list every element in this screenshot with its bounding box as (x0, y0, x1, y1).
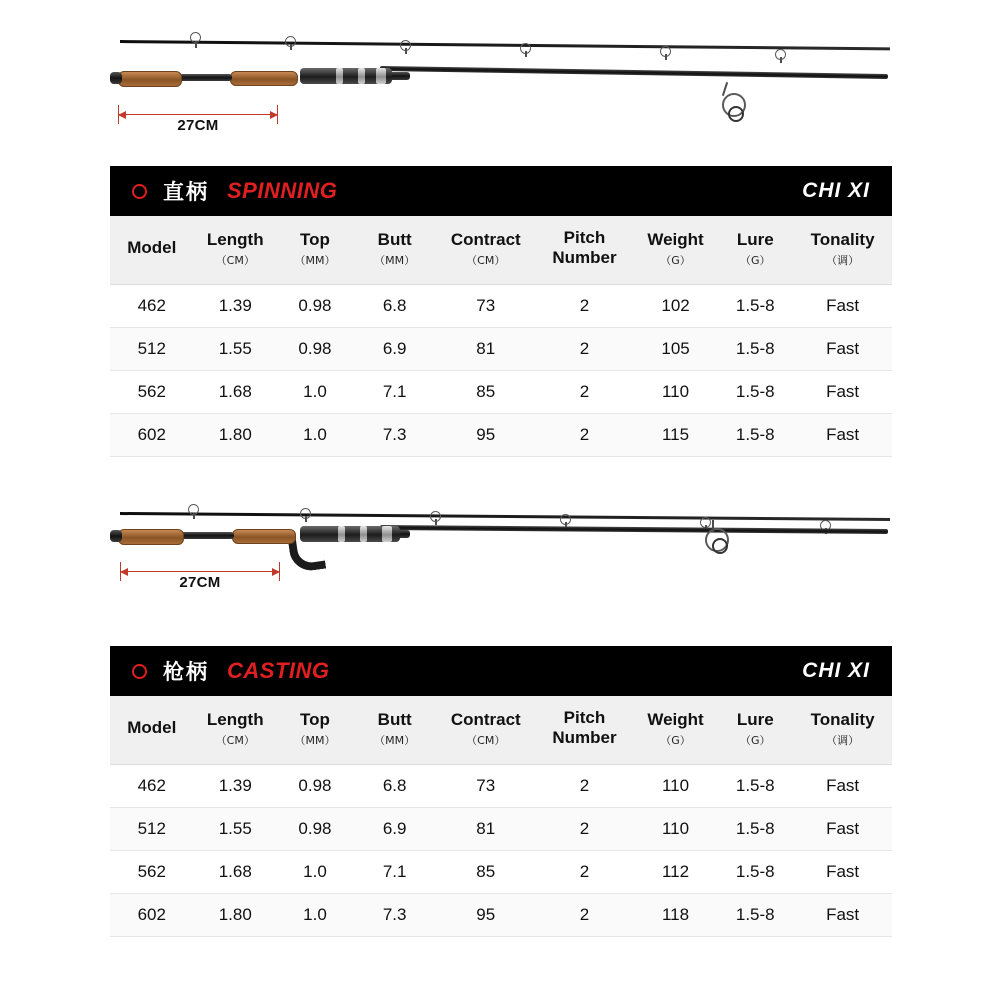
rod-mid-section (380, 66, 888, 79)
rod-collar (178, 74, 232, 81)
cell-top: 0.98 (277, 765, 353, 808)
dimension-label: 27CM (177, 117, 219, 134)
table-row (110, 414, 892, 457)
butt-cap (110, 530, 122, 542)
cell-model: 602 (110, 894, 194, 937)
brand-name: CHI XI (802, 179, 870, 202)
cell-model: 512 (110, 808, 194, 851)
dimension-label: 27CM (179, 574, 221, 591)
cell-top: 1.0 (277, 851, 353, 894)
reel-seat-band (382, 526, 392, 542)
casting-title-en: CASTING (227, 658, 330, 683)
cell-top: 1.0 (277, 894, 353, 937)
cell-contract: 85 (436, 851, 535, 894)
cell-top: 0.98 (277, 285, 353, 328)
cell-weight: 118 (634, 894, 718, 937)
cell-lure: 1.5-8 (717, 851, 793, 894)
guide-leg (195, 41, 197, 48)
butt-cap (110, 72, 122, 84)
table-header-row (110, 696, 892, 765)
cell-lure: 1.5-8 (717, 894, 793, 937)
spinning-title-cn: 直柄 (163, 180, 209, 204)
column-header-length: Length （CM） (194, 216, 278, 285)
casting-table (110, 696, 892, 937)
table-row (110, 894, 892, 937)
cell-lure: 1.5-8 (717, 371, 793, 414)
column-header-model: Model (110, 696, 194, 765)
cell-lure: 1.5-8 (717, 808, 793, 851)
cell-length: 1.39 (194, 765, 278, 808)
cell-pitch-number: 2 (535, 808, 634, 851)
rear-grip (118, 529, 184, 545)
cell-top: 1.0 (277, 414, 353, 457)
cell-weight: 112 (634, 851, 718, 894)
reel-seat-band (336, 68, 343, 84)
cell-model: 562 (110, 851, 194, 894)
table-row (110, 328, 892, 371)
spinning-title-bar (110, 166, 892, 216)
cell-tonality: Fast (793, 371, 892, 414)
cell-tonality: Fast (793, 414, 892, 457)
cell-contract: 81 (436, 328, 535, 371)
cell-contract: 81 (436, 808, 535, 851)
cell-butt: 7.3 (353, 414, 437, 457)
cell-tonality: Fast (793, 808, 892, 851)
column-header-length: Length （CM） (194, 696, 278, 765)
cell-pitch-number: 2 (535, 414, 634, 457)
column-header-butt: Butt （MM） (353, 216, 437, 285)
guide-leg (435, 519, 437, 525)
column-header-contract: Contract （CM） (436, 216, 535, 285)
cell-butt: 6.9 (353, 328, 437, 371)
brand-name: CHI XI (802, 659, 870, 682)
reel-seat (300, 68, 392, 84)
column-header-top: Top （MM） (277, 216, 353, 285)
column-header-tonality: Tonality （调） (793, 696, 892, 765)
cell-contract: 85 (436, 371, 535, 414)
cell-length: 1.68 (194, 851, 278, 894)
reel-seat-band (376, 68, 386, 84)
cell-length: 1.55 (194, 328, 278, 371)
cell-contract: 95 (436, 894, 535, 937)
cell-top: 0.98 (277, 328, 353, 371)
hook-keeper-ring (728, 106, 744, 122)
casting-rod-illustration (0, 490, 1000, 630)
cell-length: 1.39 (194, 285, 278, 328)
guide-leg (290, 44, 292, 50)
cell-lure: 1.5-8 (717, 765, 793, 808)
reel-seat-band (358, 68, 365, 84)
column-header-pitch-number: Pitch Number (535, 696, 634, 765)
cell-length: 1.68 (194, 371, 278, 414)
cell-top: 1.0 (277, 371, 353, 414)
column-header-lure: Lure （G） (717, 696, 793, 765)
spinning-rod-illustration (0, 10, 1000, 160)
guide-leg (305, 516, 307, 522)
bullet-icon (132, 184, 147, 199)
cell-pitch-number: 2 (535, 851, 634, 894)
guide-leg (712, 520, 714, 532)
guide-leg (193, 513, 195, 519)
column-header-model: Model (110, 216, 194, 285)
casting-spec-table (110, 646, 892, 937)
guide-leg (405, 48, 407, 54)
cell-butt: 7.3 (353, 894, 437, 937)
cell-weight: 110 (634, 808, 718, 851)
cell-weight: 115 (634, 414, 718, 457)
dimension-line (118, 114, 278, 115)
cell-pitch-number: 2 (535, 765, 634, 808)
table-row (110, 371, 892, 414)
cell-tonality: Fast (793, 328, 892, 371)
column-header-weight: Weight （G） (634, 216, 718, 285)
table-row (110, 765, 892, 808)
cell-weight: 102 (634, 285, 718, 328)
guide-leg (780, 57, 782, 63)
column-header-weight: Weight （G） (634, 696, 718, 765)
hook-keeper-ring (712, 538, 728, 554)
fore-grip (232, 529, 296, 544)
cell-contract: 95 (436, 414, 535, 457)
cell-butt: 6.8 (353, 285, 437, 328)
cell-butt: 6.8 (353, 765, 437, 808)
cell-pitch-number: 2 (535, 285, 634, 328)
cell-model: 462 (110, 765, 194, 808)
guide-leg (525, 51, 527, 57)
table-row (110, 851, 892, 894)
rod-tip-section (120, 512, 890, 521)
cell-top: 0.98 (277, 808, 353, 851)
rod-tip-section (120, 40, 890, 50)
cell-lure: 1.5-8 (717, 414, 793, 457)
cell-lure: 1.5-8 (717, 285, 793, 328)
rod-mid-section (380, 525, 888, 534)
column-header-pitch-number: Pitch Number (535, 216, 634, 285)
cell-model: 602 (110, 414, 194, 457)
cell-butt: 6.9 (353, 808, 437, 851)
cell-weight: 110 (634, 765, 718, 808)
reel-seat-band (338, 526, 345, 542)
cell-length: 1.55 (194, 808, 278, 851)
spinning-spec-table (110, 166, 892, 457)
cell-tonality: Fast (793, 894, 892, 937)
spinning-dimension (118, 105, 278, 135)
cell-model: 512 (110, 328, 194, 371)
cell-tonality: Fast (793, 765, 892, 808)
guide-leg (665, 54, 667, 60)
cell-length: 1.80 (194, 414, 278, 457)
dimension-line (120, 571, 280, 572)
cell-lure: 1.5-8 (717, 328, 793, 371)
column-header-lure: Lure （G） (717, 216, 793, 285)
spinning-title-en: SPINNING (227, 178, 338, 203)
column-header-butt: Butt （MM） (353, 696, 437, 765)
cell-length: 1.80 (194, 894, 278, 937)
cell-contract: 73 (436, 765, 535, 808)
table-header-row (110, 216, 892, 285)
cell-pitch-number: 2 (535, 371, 634, 414)
casting-title-cn: 枪柄 (163, 660, 209, 684)
cell-tonality: Fast (793, 285, 892, 328)
column-header-top: Top （MM） (277, 696, 353, 765)
cell-pitch-number: 2 (535, 328, 634, 371)
rear-grip (118, 71, 182, 87)
casting-dimension (120, 562, 280, 592)
spinning-table (110, 216, 892, 457)
reel-seat-band (360, 526, 367, 542)
fore-grip (230, 71, 298, 86)
casting-title-bar (110, 646, 892, 696)
column-header-contract: Contract （CM） (436, 696, 535, 765)
cell-butt: 7.1 (353, 371, 437, 414)
cell-contract: 73 (436, 285, 535, 328)
cell-butt: 7.1 (353, 851, 437, 894)
cell-model: 462 (110, 285, 194, 328)
column-header-tonality: Tonality （调） (793, 216, 892, 285)
bullet-icon (132, 664, 147, 679)
cell-weight: 110 (634, 371, 718, 414)
cell-tonality: Fast (793, 851, 892, 894)
cell-weight: 105 (634, 328, 718, 371)
cell-pitch-number: 2 (535, 894, 634, 937)
rod-collar (180, 532, 234, 539)
cell-model: 562 (110, 371, 194, 414)
table-row (110, 285, 892, 328)
table-row (110, 808, 892, 851)
